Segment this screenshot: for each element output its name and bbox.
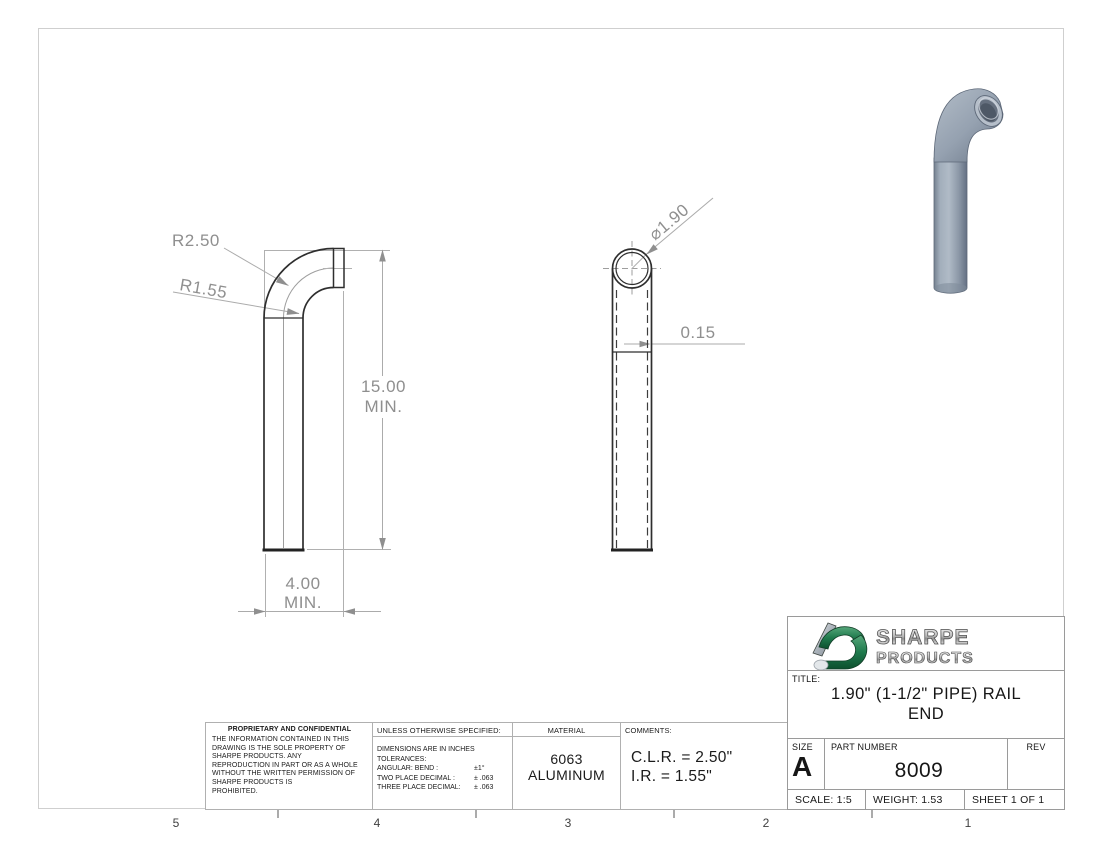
size-cell xyxy=(788,739,825,789)
proprietary-line: SHARPE PRODUCTS. ANY xyxy=(212,753,302,761)
zone-label-2: 2 xyxy=(762,816,770,830)
size-part-rev-row xyxy=(788,739,1064,790)
title-block xyxy=(787,616,1065,810)
logo-text-line1: SHARPE xyxy=(876,625,970,649)
dim-width-value: 4.00 xyxy=(285,574,321,593)
dim-wall-thickness: 0.15 xyxy=(680,323,716,342)
zone-tick xyxy=(277,809,279,818)
logo-text-line2: PRODUCTS xyxy=(876,649,974,667)
zone-label-5: 5 xyxy=(172,816,180,830)
material-value-line1: 6063 xyxy=(550,751,583,767)
dim-bend-radius: R2.50 xyxy=(172,231,220,250)
drawing-title-line2: END xyxy=(907,704,945,723)
material-block xyxy=(512,722,621,810)
zone-label-1: 1 xyxy=(964,816,972,830)
rev-label: REV xyxy=(1026,742,1046,752)
arrow-dim4-right xyxy=(344,608,356,615)
zone-tick xyxy=(871,809,873,818)
tolerance-row-value: ± .063 xyxy=(474,774,494,782)
logo-cell xyxy=(788,617,1064,671)
comments-header: COMMENTS: xyxy=(625,726,672,735)
tolerances-header: UNLESS OTHERWISE SPECIFIED: xyxy=(373,723,512,737)
material-value-line2: ALUMINUM xyxy=(527,767,606,783)
scale-weight-sheet-row xyxy=(788,790,1064,809)
tolerance-row-label: ANGULAR: BEND : xyxy=(377,765,439,772)
iso-tube-bottom xyxy=(934,283,967,293)
proprietary-line: SHARPE PRODUCTS IS xyxy=(212,778,293,786)
arrow-dim15-bottom xyxy=(379,538,386,550)
arrow-dim4-left xyxy=(254,608,266,615)
proprietary-line: THE INFORMATION CONTAINED IN THIS xyxy=(212,736,350,743)
proprietary-block xyxy=(205,722,373,810)
dim-width-suffix: MIN. xyxy=(284,593,322,612)
tolerances-units: DIMENSIONS ARE IN INCHES xyxy=(377,746,475,753)
dim-diameter: ⌀1.90 xyxy=(645,200,693,245)
iso-tube-body xyxy=(934,158,967,293)
arrow-dim15-top xyxy=(379,250,386,262)
scale-cell: SCALE: 1:5 xyxy=(788,790,866,809)
title-label: TITLE: xyxy=(792,674,821,684)
comment-clr: C.L.R. = 2.50" xyxy=(631,749,733,766)
logo-glyph xyxy=(813,623,867,670)
zone-tick xyxy=(673,809,675,818)
isometric-view xyxy=(934,89,1008,293)
dim-inner-radius: R1.55 xyxy=(178,275,229,303)
tolerances-label: TOLERANCES: xyxy=(377,755,427,763)
arrow-wall xyxy=(640,341,651,348)
proprietary-title: PROPRIETARY AND CONFIDENTIAL xyxy=(227,726,352,733)
part-number-label: PART NUMBER xyxy=(831,742,898,752)
part-number-value: 8009 xyxy=(894,759,944,782)
dim-height-suffix: MIN. xyxy=(364,397,403,416)
sharpe-products-logo xyxy=(806,618,1046,670)
size-value: A xyxy=(792,751,813,782)
proprietary-line: DRAWING IS THE SOLE PROPERTY OF xyxy=(212,744,346,752)
title-cell xyxy=(788,671,1064,739)
drawing-title-line1: 1.90" (1-1/2" PIPE) RAIL xyxy=(830,685,1022,703)
dim-height-value: 15.00 xyxy=(360,377,407,396)
comment-ir: I.R. = 1.55" xyxy=(631,767,713,785)
tolerance-row-label: THREE PLACE DECIMAL: xyxy=(377,784,461,791)
tolerances-block xyxy=(372,722,513,810)
front-view xyxy=(603,198,745,550)
material-header: MATERIAL xyxy=(513,723,620,737)
weight-cell: WEIGHT: 1.53 xyxy=(866,790,965,809)
size-label: SIZE xyxy=(792,742,813,752)
tolerance-row-value: ± .063 xyxy=(474,784,494,791)
comments-block xyxy=(620,722,788,810)
zone-label-4: 4 xyxy=(373,816,381,830)
zone-tick xyxy=(475,809,477,818)
rev-cell xyxy=(1008,739,1064,789)
tolerance-row-value: ±1° xyxy=(474,765,485,772)
proprietary-line: WITHOUT THE WRITTEN PERMISSION OF xyxy=(212,770,356,778)
zone-label-3: 3 xyxy=(564,816,572,830)
part-number-cell xyxy=(825,739,1008,789)
side-view xyxy=(172,231,408,617)
arrow-r155 xyxy=(287,308,300,315)
sheet-cell: SHEET 1 OF 1 xyxy=(972,794,1045,806)
tolerance-row-label: TWO PLACE DECIMAL : xyxy=(377,774,455,782)
proprietary-line: PROHIBITED. xyxy=(212,787,258,795)
proprietary-line: REPRODUCTION IN PART OR AS A WHOLE xyxy=(212,761,358,769)
